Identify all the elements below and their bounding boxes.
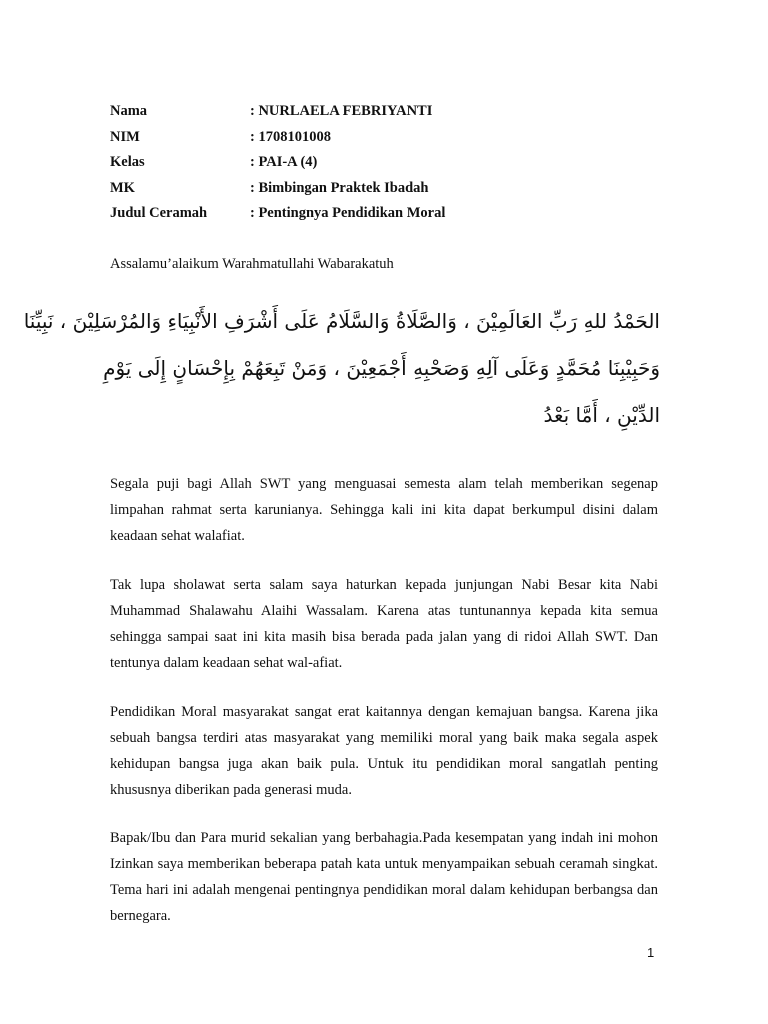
page-number: 1 <box>647 945 655 960</box>
identity-row-nim <box>110 127 670 153</box>
identity-value: : Pentingnya Pendidikan Moral <box>250 205 446 221</box>
body-paragraph: Pendidikan Moral masyarakat sangat erat kaitannya dengan kemajuan bangsa. Karena jika sebuah bangsa terdiri atas masyarakat yang memiliki moral yang baik maka segala aspek kehidupan bangsa juga akan baik pula. Untuk itu pendidikan moral sangatlah penting khususnya diberikan pada generasi muda. <box>110 704 658 798</box>
identity-value: : Bimbingan Praktek Ibadah <box>250 179 429 196</box>
identity-row-kelas <box>110 152 670 178</box>
identity-label: Judul Ceramah <box>110 205 208 221</box>
identity-row-nama <box>110 101 670 127</box>
arabic-opening-line-2: وَحَبِيْبِنَا مُحَمَّدٍ وَعَلَى آلِهِ وَصَحْبِهِ أَجْمَعِيْنَ ، وَمَنْ تَبِعَهُمْ بِإِحْسَانٍ إِلَى يَوْمِ <box>103 356 660 380</box>
opening-greeting: Assalamu’alaikum Warahmatullahi Wabarakatuh <box>110 256 394 272</box>
identity-label: Kelas <box>110 154 145 170</box>
identity-label: NIM <box>110 128 140 145</box>
identity-value: : NURLAELA FEBRIYANTI <box>250 103 433 119</box>
arabic-opening-line-1: الحَمْدُ للهِ رَبِّ العَالَمِيْنَ ، وَالصَّلَاةُ وَالسَّلَامُ عَلَى أَشْرَفِ الأَنْبِيَاءِ وَالمُرْسَلِيْنَ ، نَبِيِّنَا <box>23 309 660 333</box>
identity-row-mk <box>110 178 670 204</box>
body-paragraph: Segala puji bagi Allah SWT yang menguasai semesta alam telah memberikan segenap limpahan rahmat serta karunianya. Sehingga kali ini kita dapat berkumpul disini dalam keadaan sehat walafiat. <box>110 476 658 544</box>
identity-row-judul <box>110 203 670 229</box>
body-paragraph: Bapak/Ibu dan Para murid sekalian yang berbahagia.Pada kesempatan yang indah ini mohon Izinkan saya memberikan beberapa patah kata untuk menyampaikan sebuah ceramah singkat. Tema hari ini adalah mengenai pentingnya pendidikan moral dalam kehidupan berbangsa dan bernegara. <box>110 830 658 924</box>
body-paragraph: Tak lupa sholawat serta salam saya haturkan kepada junjungan Nabi Besar kita Nabi Muhammad Shalawahu Alaihi Wassalam. Karena atas tuntunannya kepada kita semua sehingga sampai saat ini kita masih bisa berada pada jalan yang di ridoi Allah SWT. Dan tentunya dalam keadaan sehat wal-afiat. <box>110 577 658 671</box>
identity-value: : 1708101008 <box>250 128 331 145</box>
identity-label: Nama <box>110 103 148 119</box>
identity-label: MK <box>110 179 135 196</box>
identity-value: : PAI-A (4) <box>250 154 318 170</box>
identity-table <box>110 101 670 229</box>
arabic-opening-line-3: الدِّيْنِ ، أَمَّا بَعْدُ <box>543 403 660 427</box>
